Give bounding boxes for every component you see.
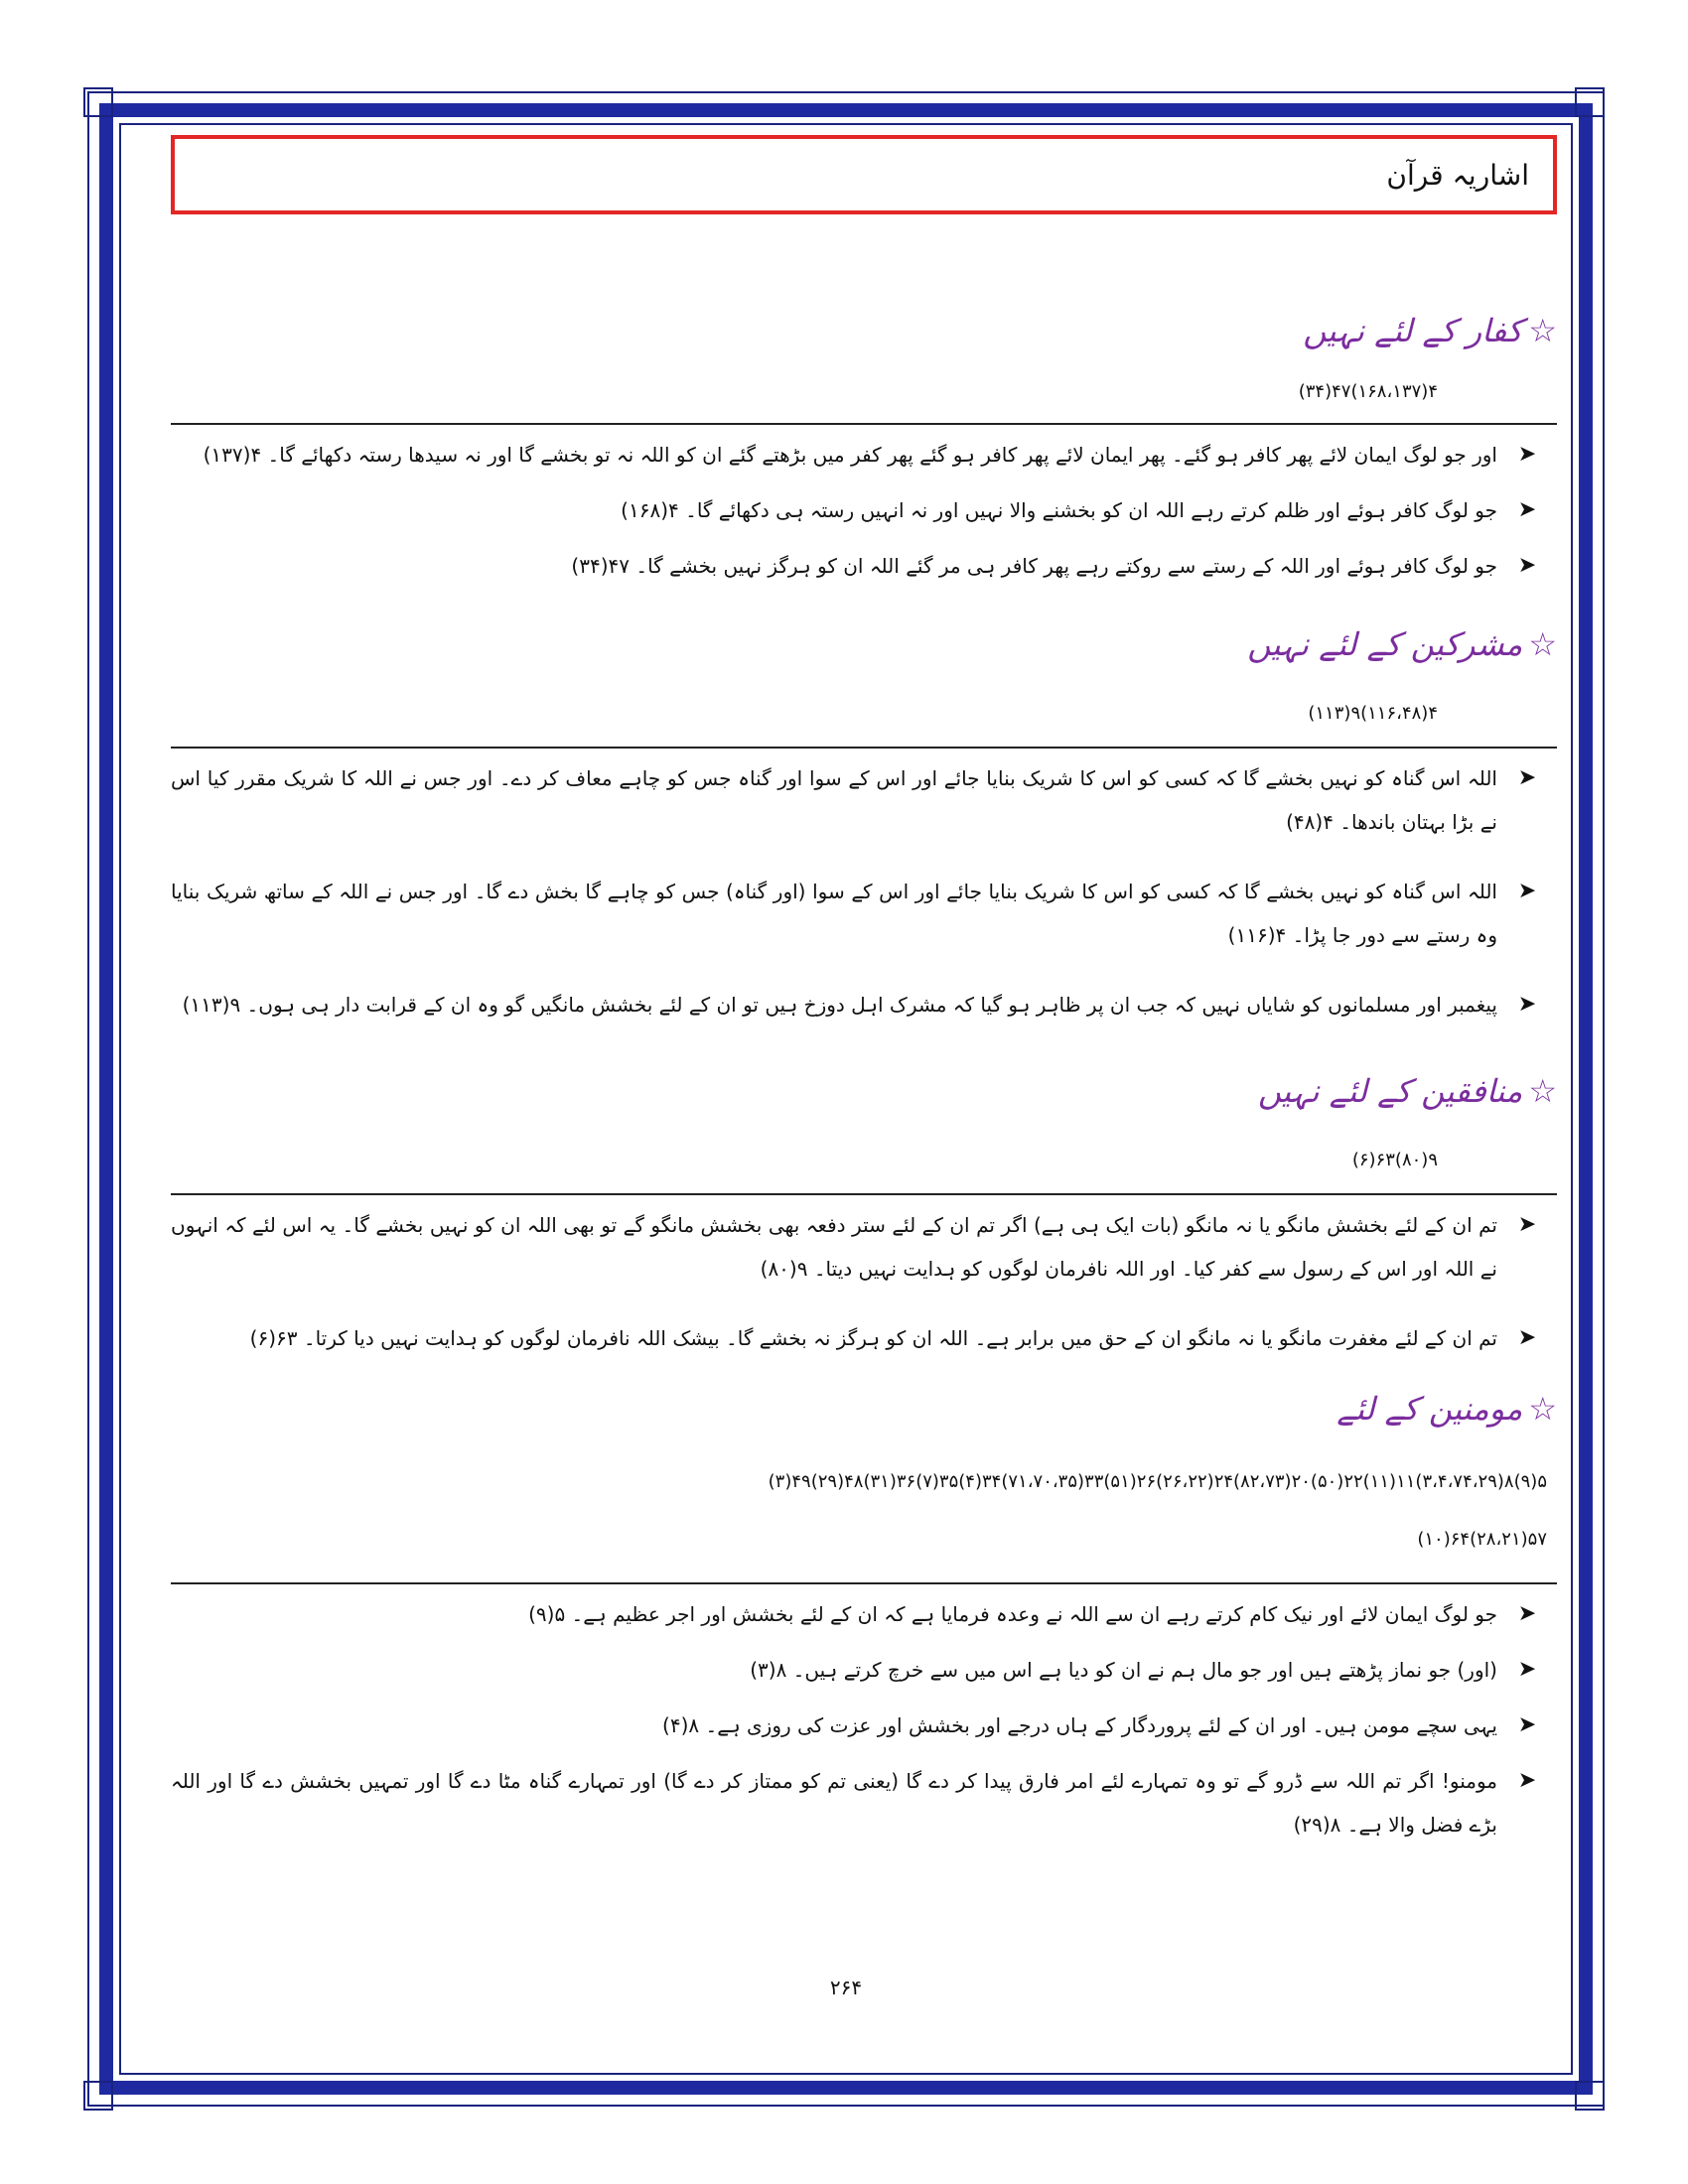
section-references-continued: ۵۷(۲۸،۲۱)۶۴(۱۰) [1417,1529,1547,1550]
page-content [135,135,1557,2061]
section-heading: ☆مشرکین کے لئے نہیں [1247,625,1557,663]
section-references: ۹(۸۰)۶۳(۶) [1351,1150,1438,1170]
arrow-bullet-icon: ➤ [1517,1325,1537,1350]
border-corner-top-right [1575,87,1605,117]
list-item: ➤ پیغمبر اور مسلمانوں کو شایاں نہیں کہ جب ان پر ظاہر ہو گیا کہ مشرک اہل دوزخ ہیں تو ان کے لئے بخشش مانگیں گو وہ ان کے قرابت دار ہی ہوں۔ ۹(۱۱۳) [171,983,1557,1026]
arrow-bullet-icon: ➤ [1517,992,1537,1017]
star-icon: ☆ [1528,1072,1557,1110]
divider [171,1193,1557,1195]
section-references: ۵(۹)۸(۳،۴،۷۴،۲۹)۱۱(۱۱)۲۲(۵۰)۲۰(۸۲،۷۳)۲۴(۲۶،۲۲)۲۶(۵۱)۳۳(۷۱،۷۰،۳۵)۳۴(۴)۳۵(۷)۳۶(۳۱)۴۸(۲۹)۴۹(۳) [768,1471,1547,1492]
arrow-bullet-icon: ➤ [1517,1657,1537,1682]
list-item: ➤ جو لوگ ایمان لائے اور نیک کام کرتے رہے ان سے اللہ نے وعدہ فرمایا ہے کہ ان کے لئے بخشش اور اجر عظیم ہے۔ ۵(۹) [171,1592,1557,1636]
arrow-bullet-icon: ➤ [1517,442,1537,467]
page-title: اشاریہ قرآن [1386,158,1529,192]
section-heading: ☆کفار کے لئے نہیں [1303,312,1557,349]
arrow-bullet-icon: ➤ [1517,1712,1537,1737]
page-number: ۲۶۴ [829,1976,863,1999]
page-title-box [171,135,1557,214]
list-item: ➤ جو لوگ کافر ہوئے اور اللہ کے رستے سے روکتے رہے پھر کافر ہی مر گئے اللہ ان کو ہرگز نہیں بخشے گا۔ ۴۷(۳۴) [171,544,1557,588]
list-item: ➤ اللہ اس گناہ کو نہیں بخشے گا کہ کسی کو اس کا شریک بنایا جائے اور اس کے سوا اور گناہ جس کو چاہے معاف کر دے۔ اور جس نے اللہ کا شریک مقرر کیا اس نے بڑا بہتان باندھا۔ ۴(۴۸) [171,756,1557,844]
divider [171,747,1557,749]
divider [171,1582,1557,1584]
arrow-bullet-icon: ➤ [1517,1212,1537,1237]
star-icon: ☆ [1528,625,1557,663]
arrow-bullet-icon: ➤ [1517,1768,1537,1793]
list-item: ➤ اور جو لوگ ایمان لائے پھر کافر ہو گئے۔ پھر ایمان لائے پھر کافر ہو گئے پھر کفر میں بڑھتے گئے ان کو اللہ نہ تو بخشے گا اور نہ سیدھا رستہ دکھائے گا۔ ۴(۱۳۷) [171,433,1557,477]
star-icon: ☆ [1528,1390,1557,1428]
list-item: ➤ مومنو! اگر تم اللہ سے ڈرو گے تو وہ تمہارے لئے امر فارق پیدا کر دے گا (یعنی تم کو ممتاز کر دے گا) اور تمہارے گناہ مٹا دے گا اور تمہیں بخشش دے گا اور اللہ بڑے فضل والا ہے۔ ۸(۲۹) [171,1759,1557,1846]
list-item: ➤ جو لوگ کافر ہوئے اور ظلم کرتے رہے اللہ ان کو بخشنے والا نہیں اور نہ انہیں رستہ ہی دکھائے گا۔ ۴(۱۶۸) [171,488,1557,532]
border-corner-bottom-right [1575,2081,1605,2111]
border-corner-top-left [83,87,113,117]
border-corner-bottom-left [83,2081,113,2111]
section-heading: ☆منافقین کے لئے نہیں [1257,1072,1557,1110]
section-heading: ☆مومنین کے لئے [1336,1390,1557,1428]
arrow-bullet-icon: ➤ [1517,553,1537,578]
arrow-bullet-icon: ➤ [1517,765,1537,790]
arrow-bullet-icon: ➤ [1517,1601,1537,1626]
section-references: ۴(۱۶۸،۱۳۷)۴۷(۳۴) [1298,381,1438,402]
divider [171,423,1557,425]
list-item: ➤ (اور) جو نماز پڑھتے ہیں اور جو مال ہم نے ان کو دیا ہے اس میں سے خرچ کرتے ہیں۔ ۸(۳) [171,1648,1557,1692]
arrow-bullet-icon: ➤ [1517,497,1537,522]
list-item: ➤ اللہ اس گناہ کو نہیں بخشے گا کہ کسی کو اس کا شریک بنایا جائے اور اس کے سوا (اور گناہ) جس کو چاہے گا بخش دے گا۔ اور جس نے اللہ کے ساتھ شریک بنایا وہ رستے سے دور جا پڑا۔ ۴(۱۱۶) [171,870,1557,957]
section-references: ۴(۱۱۶،۴۸)۹(۱۱۳) [1308,703,1438,724]
arrow-bullet-icon: ➤ [1517,879,1537,903]
star-icon: ☆ [1528,312,1557,349]
list-item: ➤ یہی سچے مومن ہیں۔ اور ان کے لئے پروردگار کے ہاں درجے اور بخشش اور عزت کی روزی ہے۔ ۸(۴) [171,1704,1557,1747]
list-item: ➤ تم ان کے لئے بخشش مانگو یا نہ مانگو (بات ایک ہی ہے) اگر تم ان کے لئے ستر دفعہ بھی بخشش مانگو گے تو بھی اللہ ان کو نہیں بخشے گا۔ یہ اس لئے کہ انہوں نے اللہ اور اس کے رسول سے کفر کیا۔ اور اللہ نافرمان لوگوں کو ہدایت نہیں دیتا۔ ۹(۸۰) [171,1203,1557,1291]
list-item: ➤ تم ان کے لئے مغفرت مانگو یا نہ مانگو ان کے حق میں برابر ہے۔ اللہ ان کو ہرگز نہ بخشے گا۔ بیشک اللہ نافرمان لوگوں کو ہدایت نہیں دیا کرتا۔ ۶۳(۶) [171,1316,1557,1360]
